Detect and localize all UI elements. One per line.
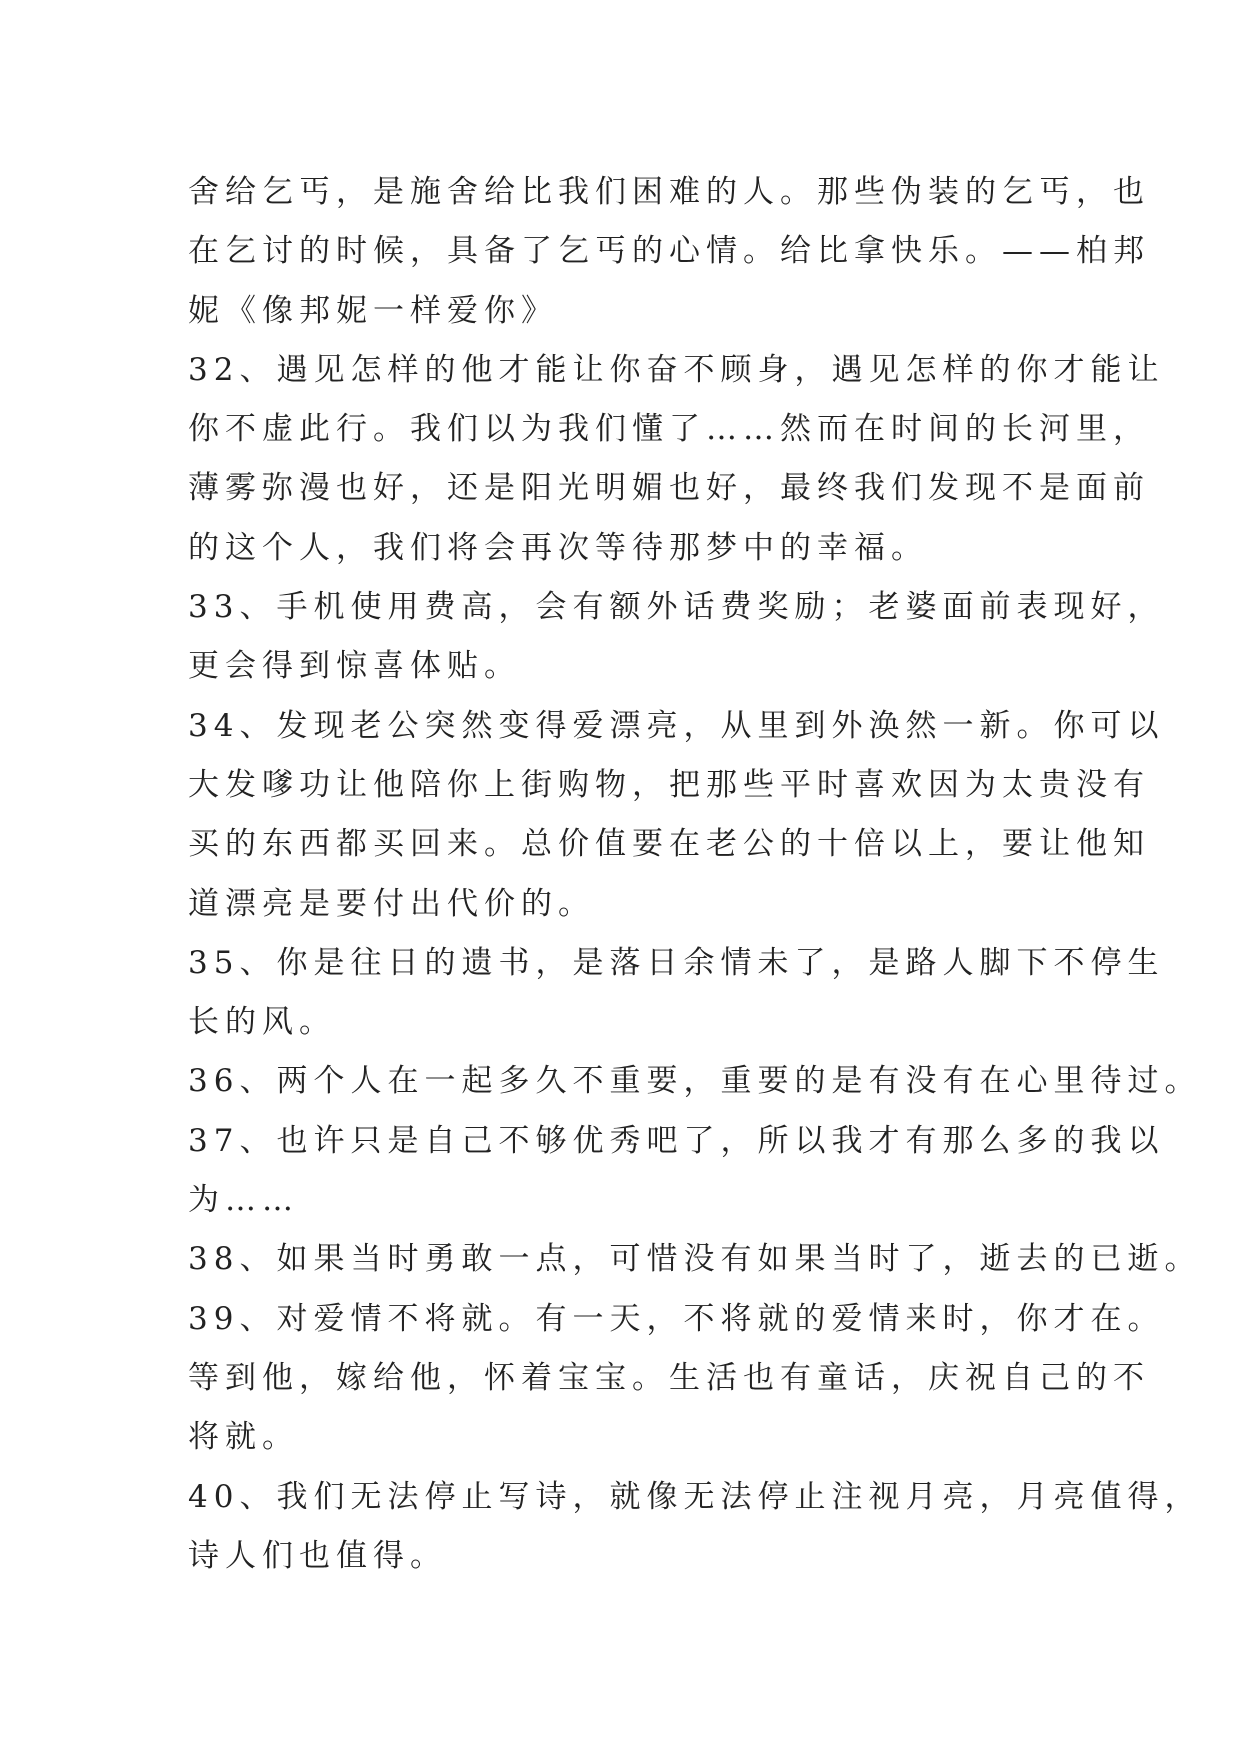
text-line: 33、手机使用费高，会有额外话费奖励；老婆面前表现好， [188, 589, 1165, 626]
text-line: 大发嗲功让他陪你上街购物，把那些平时喜欢因为太贵没有 [188, 766, 1150, 803]
text-line: 32、遇见怎样的他才能让你奋不顾身，遇见怎样的你才能让 [188, 351, 1165, 388]
text-line: 为…… [188, 1182, 299, 1219]
text-line: 更会得到惊喜体贴。 [188, 648, 521, 685]
text-line: 35、你是往日的遗书，是落日余情未了，是路人脚下不停生 [188, 944, 1165, 981]
text-line: 诗人们也值得。 [188, 1537, 447, 1574]
text-line: 买的东西都买回来。总价值要在老公的十倍以上，要让他知 [188, 826, 1150, 863]
text-line: 38、如果当时勇敢一点，可惜没有如果当时了，逝去的已逝。 [188, 1241, 1202, 1278]
text-line: 妮《像邦妮一样爱你》 [188, 292, 558, 329]
text-line: 长的风。 [188, 1004, 336, 1041]
text-line: 道漂亮是要付出代价的。 [188, 885, 595, 922]
text-line: 你不虚此行。我们以为我们懂了……然而在时间的长河里， [188, 411, 1150, 448]
text-line: 在乞讨的时候，具备了乞丐的心情。给比拿快乐。——柏邦 [188, 233, 1150, 270]
text-line: 的这个人，我们将会再次等待那梦中的幸福。 [188, 529, 928, 566]
text-line: 39、对爱情不将就。有一天，不将就的爱情来时，你才在。 [188, 1300, 1165, 1337]
text-line: 40、我们无法停止写诗，就像无法停止注视月亮，月亮值得， [188, 1478, 1202, 1515]
text-line: 34、发现老公突然变得爱漂亮，从里到外涣然一新。你可以 [188, 707, 1165, 744]
document-body [188, 163, 1202, 1586]
text-line: 等到他，嫁给他，怀着宝宝。生活也有童话，庆祝自己的不 [188, 1359, 1150, 1396]
text-line: 薄雾弥漫也好，还是阳光明媚也好，最终我们发现不是面前 [188, 470, 1150, 507]
text-line: 36、两个人在一起多久不重要，重要的是有没有在心里待过。 [188, 1063, 1202, 1100]
text-line: 舍给乞丐，是施舍给比我们困难的人。那些伪装的乞丐，也 [188, 174, 1150, 210]
text-line: 37、也许只是自己不够优秀吧了，所以我才有那么多的我以 [188, 1122, 1165, 1159]
text-line: 将就。 [188, 1419, 299, 1456]
